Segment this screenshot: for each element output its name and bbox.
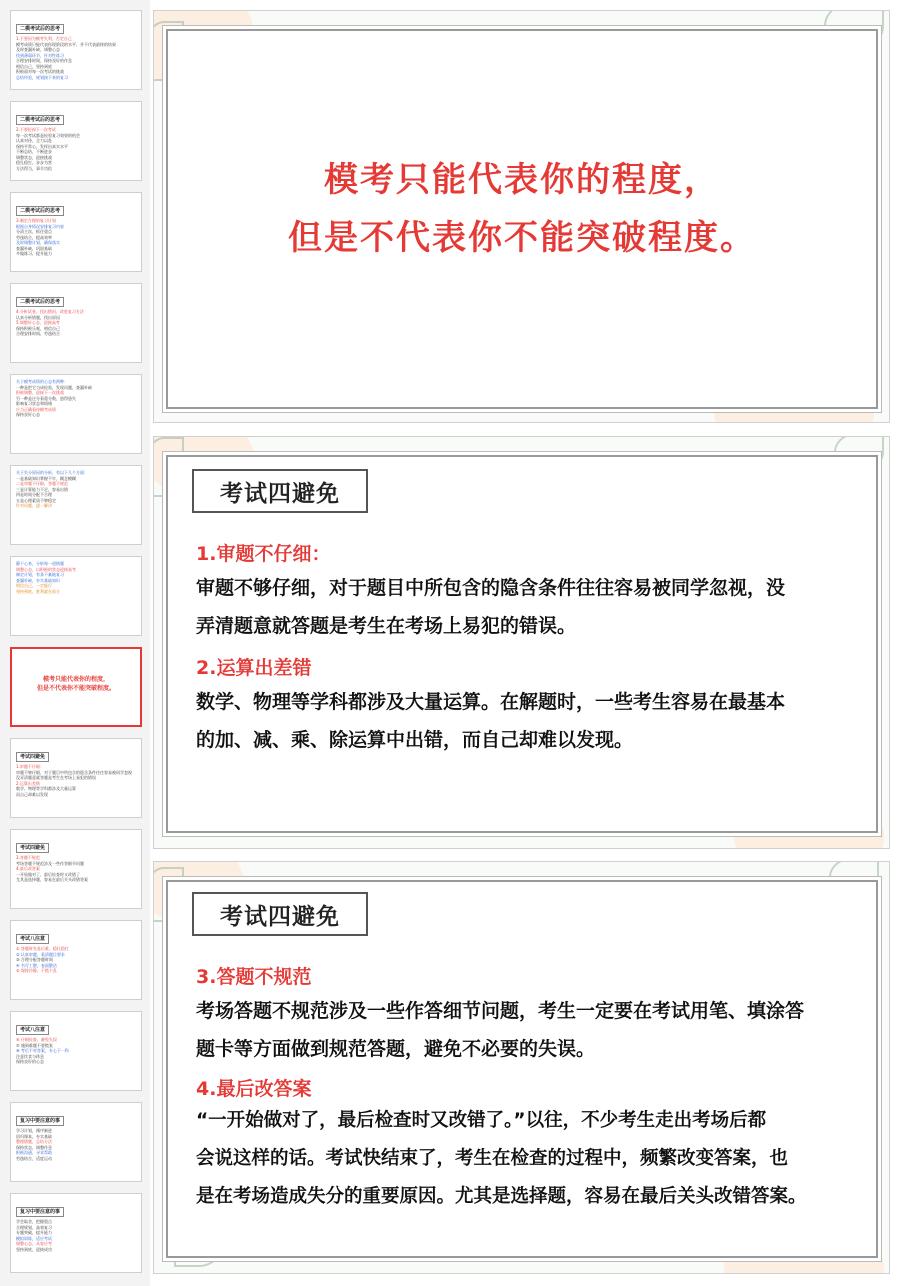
thumbnail-title: 考试八注意	[16, 934, 49, 944]
thumbnail-text-line: 劳逸结合，适度运动	[16, 1155, 52, 1161]
thumbnail-text-line: 劳逸结合，提高效率	[16, 234, 52, 240]
content-card	[166, 455, 878, 833]
thumbnail-text-line: ⑤ 保持冷静，不慌不乱	[16, 968, 57, 973]
thumbnail-text-line: 保持平常心，发挥出真实水平	[16, 143, 68, 149]
thumbnail-text-line: 注意饮食与休息	[16, 1053, 44, 1059]
paragraph-line: 考场答题不规范涉及一些作答细节问题，考生一定要在考试用笔、填涂答	[196, 1000, 805, 1022]
thumbnail-title: 复习中要注意的事	[16, 1116, 64, 1126]
slide-exam-avoid-2[interactable]	[153, 861, 890, 1274]
thumbnail-text-line: 关于模考成绩的心态有两种：	[16, 379, 68, 384]
thumbnail-text-line: 3.制定合理的复习计划	[16, 218, 56, 223]
thumbnail-text-line: 模拟训练，适应考试	[16, 1235, 52, 1241]
subheading-1: 1.审题不仔细：	[196, 543, 331, 565]
thumbnail-text-line: 针对问题，逐一解决	[16, 503, 52, 508]
slide-thumbnail[interactable]	[10, 465, 142, 545]
slide-exam-avoid-1[interactable]	[153, 436, 890, 849]
content-card	[166, 880, 878, 1258]
thumbnail-text-line: 尤其是选择题，容易在最后关头改错答案	[16, 877, 88, 882]
thumbnail-title: 二模考试后的思考	[16, 24, 64, 34]
quote-card	[166, 29, 878, 409]
paragraph-2	[196, 683, 862, 759]
thumbnail-text-line: 3.答题不规范	[16, 855, 40, 860]
thumbnail-text-line: 而自己却难以发现	[16, 791, 48, 797]
thumbnail-text-line: 四是时间分配不合理	[16, 492, 52, 497]
slide-thumbnail[interactable]	[10, 738, 142, 818]
thumbnail-text-line: 积极调整，迎接下一次挑战	[16, 390, 64, 395]
thumbnail-text-line: 认真分析错题，找出原因	[16, 314, 60, 320]
thumbnail-text-line: 学会取舍，把握重点	[16, 1219, 52, 1224]
thumbnail-text-line: 1.不要因为模考失利，否定自己	[16, 36, 72, 41]
thumbnail-text-line: 三是计算能力不足，容易出错	[16, 486, 68, 492]
slide-thumbnail-panel[interactable]	[0, 0, 150, 1286]
thumbnail-text-line: 学习计划，循序渐进	[16, 1128, 52, 1133]
thumbnail-text-line: 5.调整好心态，迎接高考	[16, 320, 60, 325]
subheading-4: 4.最后改答案	[196, 1078, 312, 1100]
thumbnail-title: 二模考试后的思考	[16, 115, 64, 125]
thumbnail-text-line: 五是心理素质不够稳定	[16, 497, 56, 503]
thumbnail-text-line: 分清主次，抓住重点	[16, 229, 52, 234]
thumbnail-text-line: 二是审题不仔细，答题不规范	[16, 481, 68, 486]
thumbnail-text-line: 另一种是过分看重分数，患得患失	[16, 395, 76, 401]
thumbnail-text-line: 积极沟通，寻求帮助	[16, 1150, 52, 1155]
thumbnail-text-line: 及时查漏补缺，调整心态	[16, 47, 60, 52]
paragraph-3	[196, 992, 862, 1068]
thumbnail-text-line: 影响复习状态和情绪	[16, 401, 52, 406]
thumbnail-text-line: 回归课本，夯实基础	[16, 1133, 52, 1139]
slide-thumbnail[interactable]	[10, 1011, 142, 1091]
paragraph-line: 弄清题意就答题是考生在考场上易犯的错误。	[196, 615, 577, 637]
thumbnail-title: 复习中要注意的事	[16, 1207, 64, 1217]
thumbnail-text-line: 根据自身情况安排复习内容	[16, 223, 64, 229]
thumbnail-text-line: 合理安排时间，劳逸结合	[16, 331, 60, 336]
thumbnail-text-line: 找到薄弱环节，针对性练习	[16, 52, 64, 58]
thumbnail-title: 考试四避免	[16, 843, 49, 853]
slide-thumbnail[interactable]	[10, 1102, 142, 1182]
thumbnail-text-line: ⑧ 考后不对答案，专心下一科	[16, 1048, 69, 1053]
thumbnail-text-line: 一开始做对了，最后检查时又改错了	[16, 871, 80, 877]
thumbnail-title: 考试四避免	[16, 752, 49, 762]
slide-quote[interactable]	[153, 10, 890, 423]
thumbnail-text-line: 4.分析试卷，找出错因，改进复习方法	[16, 309, 84, 314]
quote-line-2: 但是不代表你不能突破程度。	[288, 218, 756, 258]
thumbnail-text-line: ④ 书写工整，卷面整洁	[16, 962, 57, 968]
slide-thumbnail[interactable]	[10, 647, 142, 727]
thumbnail-text-line: 整理错题，总结方法	[16, 1139, 52, 1144]
thumbnail-text-line: 调整心态，从容应考	[16, 1241, 52, 1246]
slide-thumbnail[interactable]	[10, 1193, 142, 1273]
thumbnail-text-line: 积极面对每一次考试的挑战	[16, 69, 64, 74]
quote-line-1: 模考只能代表你的程度，	[324, 160, 720, 200]
paragraph-line: 审题不够仔细，对于题目中所包含的隐含条件往往容易被同学忽视，没	[196, 577, 786, 599]
paragraph-1	[196, 569, 862, 645]
subheading-3: 3.答题不规范	[196, 966, 312, 988]
thumbnail-text-line: 稳扎稳打，步步为营	[16, 160, 52, 165]
thumbnail-text-line: 认真对待，全力以赴	[16, 138, 52, 143]
thumbnail-text-line: 每一次考试都是检验复习效果的机会	[16, 132, 80, 138]
thumbnail-text-line: 方法得当，事半功倍	[16, 165, 52, 171]
thumbnail-text-line: 1.审题不仔细：	[16, 764, 44, 769]
thumbnail-text-line: 制定计划，有条不紊地复习	[16, 572, 64, 577]
section-heading: 考试四避免	[192, 892, 368, 936]
thumbnail-text-line: 4.最后改答案	[16, 866, 40, 871]
thumbnail-text-line: 总结经验，规划接下来的复习	[16, 74, 68, 80]
paragraph-line: 的加、减、乘、除运算中出错，而自己却难以发现。	[196, 729, 634, 751]
paragraph-line: 数学、物理等学科都涉及大量运算。在解题时，一些考生容易在最基本	[196, 691, 786, 713]
thumbnail-text-line: 2.不要轻视下一次考试	[16, 127, 56, 132]
thumbnail-text-line: 不断总结，不断进步	[16, 149, 52, 154]
slide-thumbnail[interactable]	[10, 192, 142, 272]
slide-thumbnail[interactable]	[10, 829, 142, 909]
thumbnail-title: 二模考试后的思考	[16, 206, 64, 216]
thumbnail-text-line: 查漏补缺，夯实基础知识	[16, 577, 60, 583]
thumbnail-text-line: 相信自己，坚持到底	[16, 63, 52, 69]
slide-thumbnail[interactable]	[10, 374, 142, 454]
thumbnail-quote-line: 模考只能代表你的程度，	[42, 676, 109, 683]
thumbnail-text-line: 考场答题不规范涉及一些作答细节问题	[16, 860, 84, 866]
thumbnail-text-line: 保持积极乐观，相信自己	[16, 325, 60, 331]
thumbnail-text-line: 多做练习，提升能力	[16, 251, 52, 256]
thumbnail-text-line: 调整心态，以积极的状态迎接高考	[16, 566, 76, 572]
thumbnail-text-line: 一是基础知识掌握不牢，概念模糊	[16, 475, 76, 481]
thumbnail-text-line: 保持状态，调整作息	[16, 1144, 52, 1150]
thumbnail-text-line: 静下心来，分析每一道错题	[16, 561, 64, 566]
paragraph-line: 题卡等方面做到规范答题，避免不必要的失误。	[196, 1038, 596, 1060]
thumbnail-title: 考试八注意	[16, 1025, 49, 1035]
paragraph-line: 是在考场造成失分的重要原因。尤其是选择题，容易在最后关头改错答案。	[196, 1186, 807, 1207]
paragraph-line: 会说这样的话。考试快结束了，考生在检查的过程中，频繁改变答案，也	[196, 1148, 789, 1169]
thumbnail-text-line: 坚持到底，胜利就在前方	[16, 588, 60, 594]
thumbnail-text-line: ⑦ 遇到难题不要慌张	[16, 1042, 53, 1048]
thumbnail-text-line: ② 认真审题，看清题目要求	[16, 951, 65, 957]
paragraph-4	[196, 1102, 862, 1216]
thumbnail-text-line: 合理规划，高效复习	[16, 1224, 52, 1230]
slide-thumbnail[interactable]	[10, 101, 142, 181]
thumbnail-text-line: 一种是把它当成检验，发现问题，查漏补缺	[16, 384, 92, 390]
thumbnail-text-line: 专题突破，提升能力	[16, 1230, 52, 1235]
slide-thumbnail[interactable]	[10, 283, 142, 363]
slide-thumbnail[interactable]	[10, 920, 142, 1000]
thumbnail-text-line: 应当正确看待模考成绩	[16, 406, 56, 412]
thumbnail-text-line: 没弄清题意就答题是考生在考场上易犯的错误	[16, 775, 96, 780]
thumbnail-text-line: 数学、物理等学科都涉及大量运算	[16, 786, 76, 791]
thumbnail-text-line: 保持良好的心态	[16, 1059, 44, 1064]
quote-text	[168, 151, 876, 267]
thumbnail-text-line: 及时调整计划，确保落实	[16, 240, 60, 245]
thumbnail-text-line: 相信自己，一定能行	[16, 583, 52, 588]
thumbnail-text-line: ③ 合理分配答题时间	[16, 957, 53, 962]
thumbnail-text-line: 调整状态，迎接挑战	[16, 154, 52, 160]
thumbnail-text-line: 2.运算出差错	[16, 780, 40, 786]
paragraph-line: “一开始做对了，最后检查时又改错了。”以往，不少考生走出考场后都	[196, 1110, 767, 1131]
thumbnail-text-line: 关于失分原因的分析，有以下几个方面：	[16, 470, 88, 475]
thumbnail-text-line: ① 答题时先易后难，稳扎稳打	[16, 946, 69, 951]
subheading-2: 2.运算出差错	[196, 657, 312, 679]
thumbnail-text-line: 合理安排时间，保持良好的作息	[16, 58, 72, 63]
thumbnail-text-line: 坚持到底，迎接成功	[16, 1246, 52, 1252]
thumbnail-text-line: 保持良好心态	[16, 412, 40, 417]
thumbnail-text-line: 查漏补缺，巩固基础	[16, 245, 52, 251]
thumbnail-text-line: ⑥ 仔细检查，避免失误	[16, 1037, 57, 1042]
slide-thumbnail[interactable]	[10, 10, 142, 90]
thumbnail-title: 二模考试后的思考	[16, 297, 64, 307]
thumbnail-quote	[17, 675, 135, 693]
thumbnail-quote-line: 但是不代表你不能突破程度。	[36, 685, 115, 692]
thumbnail-text-line: 审题不够仔细，对于题目中所包含的隐含条件往往容易被同学忽视	[16, 769, 132, 775]
section-heading: 考试四避免	[192, 469, 368, 513]
slide-thumbnail[interactable]	[10, 556, 142, 636]
thumbnail-text-line: 模考成绩只能代表你现阶段的水平，并不代表最终的结果	[16, 41, 116, 47]
